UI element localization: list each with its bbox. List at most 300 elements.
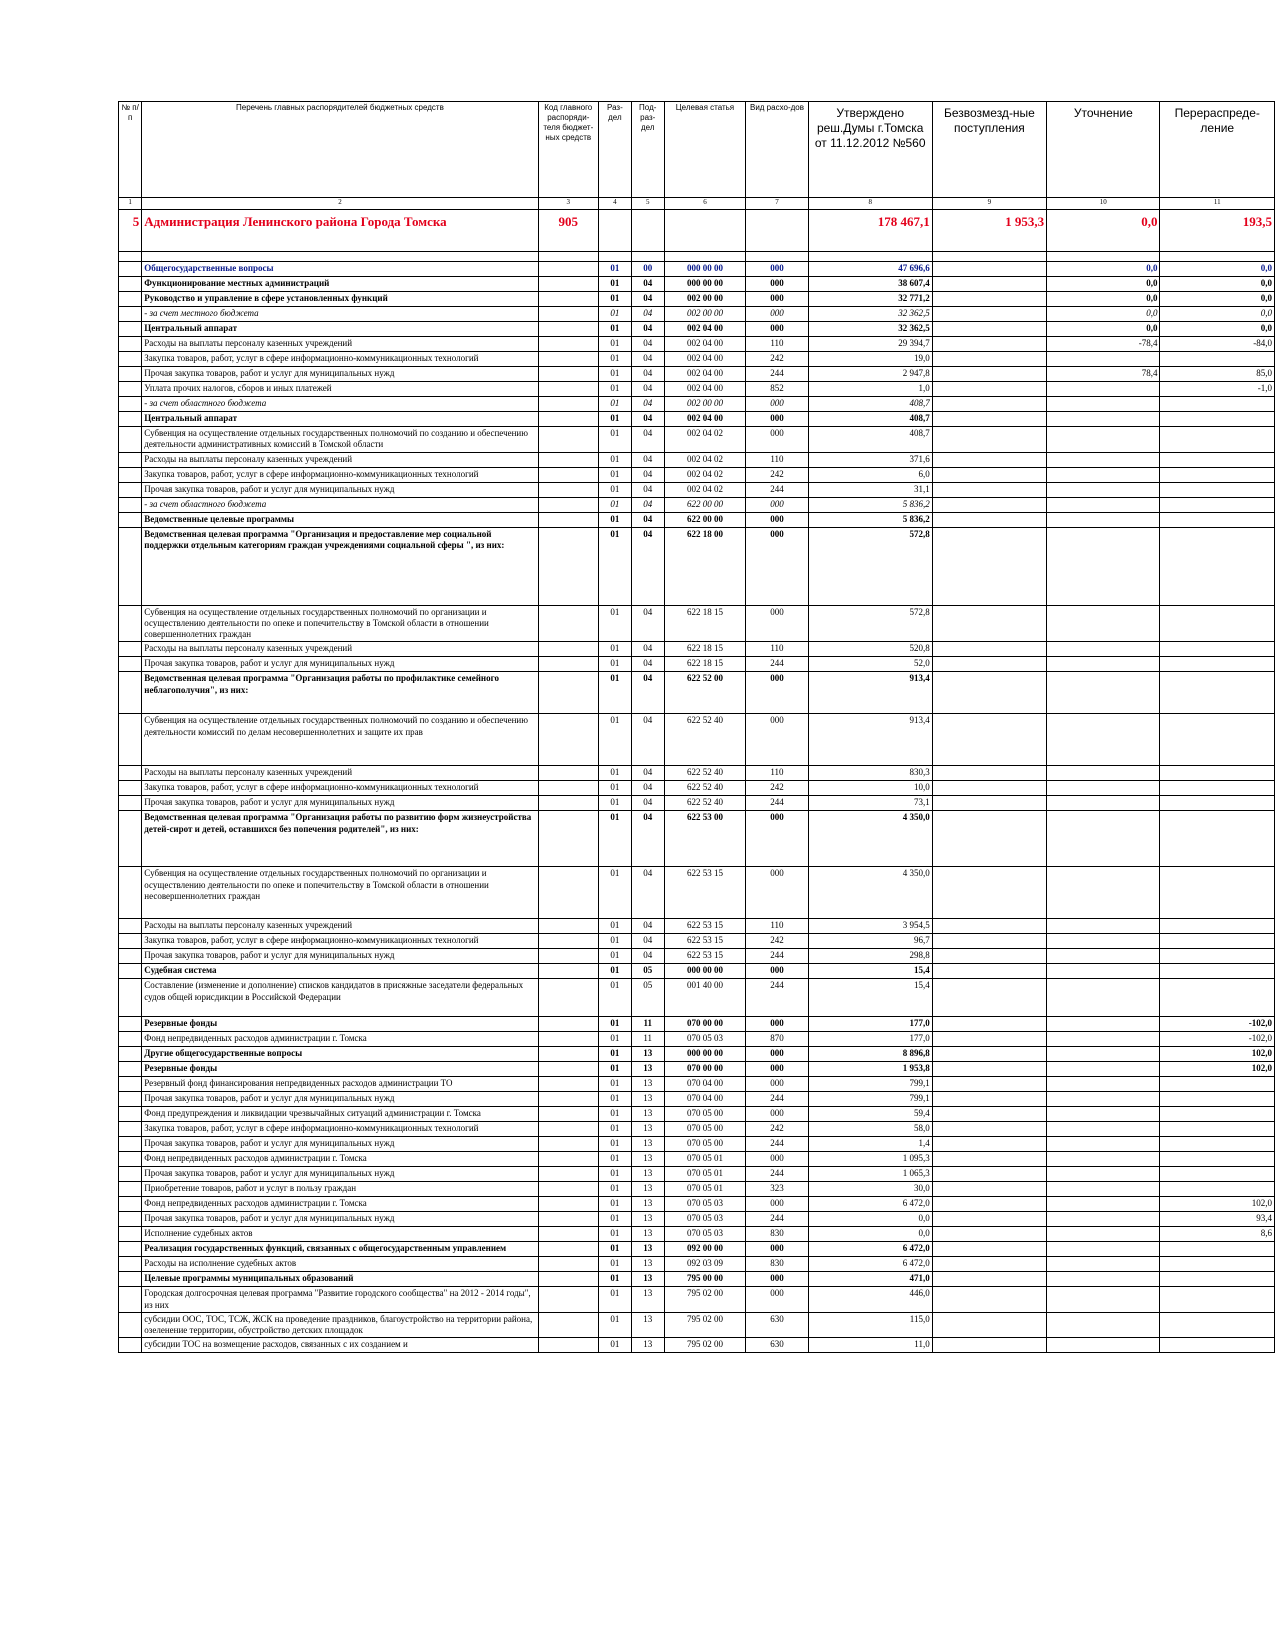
row-razdel: 01 <box>598 766 631 781</box>
table-row <box>119 1137 1275 1152</box>
row-razdel: 01 <box>598 1272 631 1287</box>
row-podrazdel: 04 <box>631 934 664 949</box>
table-row <box>119 382 1275 397</box>
colnum: 11 <box>1160 198 1275 210</box>
row-name: Расходы на выплаты персоналу казенных учреждений <box>142 766 538 781</box>
row-redist <box>1160 1107 1275 1122</box>
row-redist <box>1160 867 1275 919</box>
table-row <box>119 1107 1275 1122</box>
row-redist <box>1160 672 1275 714</box>
row-vr: 630 <box>746 1338 809 1353</box>
row-cs: 070 05 03 <box>664 1227 746 1242</box>
row-approved: 4 350,0 <box>808 867 932 919</box>
header-free: Безвозмезд-ные поступления <box>932 102 1046 198</box>
row-approved: 1 953,8 <box>808 1062 932 1077</box>
row-redist <box>1160 766 1275 781</box>
row-clar <box>1047 1312 1160 1338</box>
row-approved: 58,0 <box>808 1122 932 1137</box>
row-vr: 000 <box>746 412 809 427</box>
row-approved: 371,6 <box>808 452 932 467</box>
row-podrazdel: 04 <box>631 452 664 467</box>
row-free <box>932 467 1046 482</box>
row-clar <box>1047 766 1160 781</box>
row-vr: 000 <box>746 1272 809 1287</box>
row-vr: 110 <box>746 642 809 657</box>
row-redist <box>1160 497 1275 512</box>
table-row <box>119 919 1275 934</box>
table-row <box>119 605 1275 642</box>
row-cs: 002 04 00 <box>664 367 746 382</box>
row-clar <box>1047 1017 1160 1032</box>
row-redist <box>1160 919 1275 934</box>
row-cs: 002 04 02 <box>664 427 746 453</box>
row-name: Субвенция на осуществление отдельных государственных полномочий по созданию и обеспечению деятельности административных комиссий в Томской области <box>142 427 538 453</box>
table-row <box>119 714 1275 766</box>
table-row <box>119 322 1275 337</box>
row-clar <box>1047 512 1160 527</box>
row-approved: 2 947,8 <box>808 367 932 382</box>
row-cs: 795 02 00 <box>664 1287 746 1313</box>
row-razdel: 01 <box>598 527 631 605</box>
row-redist <box>1160 1257 1275 1272</box>
row-vr: 000 <box>746 427 809 453</box>
row-podrazdel: 11 <box>631 1017 664 1032</box>
row-redist <box>1160 642 1275 657</box>
row-cs: 000 00 00 <box>664 1047 746 1062</box>
row-approved: 1 095,3 <box>808 1152 932 1167</box>
row-redist: -102,0 <box>1160 1032 1275 1047</box>
row-redist: -102,0 <box>1160 1017 1275 1032</box>
row-approved: 0,0 <box>808 1227 932 1242</box>
row-razdel: 01 <box>598 262 631 277</box>
row-vr: 110 <box>746 919 809 934</box>
row-razdel: 01 <box>598 412 631 427</box>
row-redist <box>1160 397 1275 412</box>
row-free <box>932 1257 1046 1272</box>
row-name: Закупка товаров, работ, услуг в сфере информационно-коммуникационных технологий <box>142 467 538 482</box>
row-vr: 830 <box>746 1257 809 1272</box>
row-free <box>932 512 1046 527</box>
row-name: Прочая закупка товаров, работ и услуг для муниципальных нужд <box>142 482 538 497</box>
row-approved: 32 362,5 <box>808 307 932 322</box>
row-name: Общегосударственные вопросы <box>142 262 538 277</box>
row-approved: 408,7 <box>808 397 932 412</box>
row-razdel: 01 <box>598 867 631 919</box>
row-name: Ведомственная целевая программа "Организация и предоставление мер социальной поддержки отдельным категориям граждан учреждениями социальной сферы ", из них: <box>142 527 538 605</box>
row-cs: 622 00 00 <box>664 512 746 527</box>
admin-name: Администрация Ленинского района Города Томска <box>142 210 538 252</box>
table-row <box>119 672 1275 714</box>
table-row <box>119 512 1275 527</box>
row-approved: 408,7 <box>808 427 932 453</box>
row-name: Расходы на выплаты персоналу казенных учреждений <box>142 452 538 467</box>
row-razdel: 01 <box>598 657 631 672</box>
row-clar <box>1047 397 1160 412</box>
row-free <box>932 657 1046 672</box>
row-redist <box>1160 412 1275 427</box>
row-razdel: 01 <box>598 1182 631 1197</box>
row-clar <box>1047 781 1160 796</box>
row-name: Прочая закупка товаров, работ и услуг для муниципальных нужд <box>142 949 538 964</box>
table-row <box>119 367 1275 382</box>
row-free <box>932 482 1046 497</box>
row-name: Уплата прочих налогов, сборов и иных платежей <box>142 382 538 397</box>
row-cs: 622 18 00 <box>664 527 746 605</box>
table-row <box>119 412 1275 427</box>
header-code: Код главного распоряди-теля бюджет-ных средств <box>538 102 598 198</box>
row-vr: 000 <box>746 1242 809 1257</box>
row-clar <box>1047 605 1160 642</box>
row-clar <box>1047 1197 1160 1212</box>
colnum: 1 <box>119 198 142 210</box>
row-clar <box>1047 527 1160 605</box>
row-name: Прочая закупка товаров, работ и услуг для муниципальных нужд <box>142 657 538 672</box>
row-approved: 1,4 <box>808 1137 932 1152</box>
row-clar <box>1047 867 1160 919</box>
table-row <box>119 964 1275 979</box>
row-clar <box>1047 672 1160 714</box>
row-vr: 244 <box>746 367 809 382</box>
row-cs: 002 04 00 <box>664 412 746 427</box>
colnum: 6 <box>664 198 746 210</box>
row-vr: 244 <box>746 949 809 964</box>
row-vr: 244 <box>746 979 809 1017</box>
row-podrazdel: 04 <box>631 672 664 714</box>
row-razdel: 01 <box>598 1338 631 1353</box>
table-row <box>119 1212 1275 1227</box>
row-cs: 070 05 01 <box>664 1152 746 1167</box>
table-row <box>119 1338 1275 1353</box>
row-vr: 323 <box>746 1182 809 1197</box>
row-free <box>932 1017 1046 1032</box>
row-vr: 630 <box>746 1312 809 1338</box>
row-razdel: 01 <box>598 307 631 322</box>
table-row <box>119 1227 1275 1242</box>
row-clar <box>1047 1338 1160 1353</box>
row-approved: 115,0 <box>808 1312 932 1338</box>
row-razdel: 01 <box>598 1017 631 1032</box>
row-razdel: 01 <box>598 979 631 1017</box>
row-vr: 110 <box>746 337 809 352</box>
row-podrazdel: 04 <box>631 397 664 412</box>
row-razdel: 01 <box>598 1312 631 1338</box>
colnum: 9 <box>932 198 1046 210</box>
table-row <box>119 867 1275 919</box>
row-redist: 102,0 <box>1160 1197 1275 1212</box>
row-free <box>932 934 1046 949</box>
row-free <box>932 382 1046 397</box>
row-vr: 000 <box>746 512 809 527</box>
row-podrazdel: 04 <box>631 427 664 453</box>
row-razdel: 01 <box>598 1122 631 1137</box>
table-row <box>119 352 1275 367</box>
row-name: Фонд непредвиденных расходов администрации г. Томска <box>142 1032 538 1047</box>
row-cs: 070 05 03 <box>664 1212 746 1227</box>
row-redist: 93,4 <box>1160 1212 1275 1227</box>
row-razdel: 01 <box>598 397 631 412</box>
row-free <box>932 605 1046 642</box>
row-redist: 102,0 <box>1160 1062 1275 1077</box>
row-clar <box>1047 467 1160 482</box>
row-free <box>932 1032 1046 1047</box>
row-approved: 59,4 <box>808 1107 932 1122</box>
row-podrazdel: 04 <box>631 292 664 307</box>
row-name: Другие общегосударственные вопросы <box>142 1047 538 1062</box>
row-cs: 002 04 00 <box>664 322 746 337</box>
table-row <box>119 277 1275 292</box>
row-redist <box>1160 1287 1275 1313</box>
row-name: Субвенция на осуществление отдельных государственных полномочий по созданию и обеспечению деятельности комиссий по делам несовершеннолетних и защите их прав <box>142 714 538 766</box>
row-redist <box>1160 452 1275 467</box>
row-podrazdel: 04 <box>631 527 664 605</box>
row-redist <box>1160 796 1275 811</box>
row-podrazdel: 13 <box>631 1167 664 1182</box>
row-clar <box>1047 949 1160 964</box>
row-vr: 000 <box>746 867 809 919</box>
row-name: Прочая закупка товаров, работ и услуг для муниципальных нужд <box>142 796 538 811</box>
row-free <box>932 1182 1046 1197</box>
row-approved: 15,4 <box>808 964 932 979</box>
row-podrazdel: 13 <box>631 1107 664 1122</box>
row-name: субсидии ТОС на возмещение расходов, связанных с их созданием и <box>142 1338 538 1353</box>
header-approved: Утверждено реш.Думы г.Томска от 11.12.2012 №560 <box>808 102 932 198</box>
row-free <box>932 1338 1046 1353</box>
table-row <box>119 467 1275 482</box>
row-cs: 070 05 01 <box>664 1167 746 1182</box>
row-cs: 002 04 02 <box>664 467 746 482</box>
row-free <box>932 1227 1046 1242</box>
row-cs: 002 04 02 <box>664 482 746 497</box>
row-razdel: 01 <box>598 949 631 964</box>
row-cs: 795 02 00 <box>664 1338 746 1353</box>
row-name: Субвенция на осуществление отдельных государственных полномочий по организации и осуществлению деятельности по опеке и попечительству в Томской области в отношении несовершеннолетних граждан <box>142 867 538 919</box>
row-redist <box>1160 964 1275 979</box>
row-clar <box>1047 1062 1160 1077</box>
row-approved: 6,0 <box>808 467 932 482</box>
row-vr: 000 <box>746 1107 809 1122</box>
row-clar: 0,0 <box>1047 277 1160 292</box>
row-clar <box>1047 1212 1160 1227</box>
row-free <box>932 397 1046 412</box>
row-redist: 102,0 <box>1160 1047 1275 1062</box>
row-free <box>932 1122 1046 1137</box>
row-free <box>932 307 1046 322</box>
row-name: Центральный аппарат <box>142 322 538 337</box>
row-vr: 244 <box>746 1092 809 1107</box>
row-podrazdel: 05 <box>631 979 664 1017</box>
row-razdel: 01 <box>598 714 631 766</box>
row-clar: 0,0 <box>1047 262 1160 277</box>
row-razdel: 01 <box>598 1032 631 1047</box>
row-vr: 000 <box>746 811 809 867</box>
row-vr: 830 <box>746 1227 809 1242</box>
row-vr: 242 <box>746 467 809 482</box>
row-free <box>932 1167 1046 1182</box>
row-clar <box>1047 1272 1160 1287</box>
header-vr: Вид расхо-дов <box>746 102 809 198</box>
row-name: Составление (изменение и дополнение) списков кандидатов в присяжные заседатели федеральных судов общей юрисдикции в Российской Федерации <box>142 979 538 1017</box>
row-approved: 913,4 <box>808 714 932 766</box>
row-vr: 000 <box>746 527 809 605</box>
row-cs: 002 00 00 <box>664 307 746 322</box>
row-name: Городская долгосрочная целевая программа "Развитие городского сообщества" на 2012 - 2014 годы", из них <box>142 1287 538 1313</box>
table-row <box>119 427 1275 453</box>
row-podrazdel: 04 <box>631 657 664 672</box>
row-cs: 000 00 00 <box>664 262 746 277</box>
row-cs: 622 52 40 <box>664 714 746 766</box>
row-clar: 78,4 <box>1047 367 1160 382</box>
row-redist <box>1160 934 1275 949</box>
row-cs: 070 04 00 <box>664 1092 746 1107</box>
row-free <box>932 1152 1046 1167</box>
row-name: Фонд предупреждения и ликвидации чрезвычайных ситуаций администрации г. Томска <box>142 1107 538 1122</box>
table-row <box>119 1017 1275 1032</box>
row-razdel: 01 <box>598 1077 631 1092</box>
row-approved: 32 362,5 <box>808 322 932 337</box>
row-approved: 5 836,2 <box>808 512 932 527</box>
table-row <box>119 1062 1275 1077</box>
row-approved: 799,1 <box>808 1092 932 1107</box>
row-cs: 622 00 00 <box>664 497 746 512</box>
row-vr: 000 <box>746 672 809 714</box>
row-clar <box>1047 1047 1160 1062</box>
row-cs: 000 00 00 <box>664 964 746 979</box>
row-clar <box>1047 352 1160 367</box>
table-row <box>119 1047 1275 1062</box>
table-row <box>119 781 1275 796</box>
row-cs: 070 05 03 <box>664 1197 746 1212</box>
admin-row <box>119 210 1275 252</box>
row-podrazdel: 05 <box>631 964 664 979</box>
row-name: Закупка товаров, работ, услуг в сфере информационно-коммуникационных технологий <box>142 1122 538 1137</box>
row-cs: 070 05 00 <box>664 1122 746 1137</box>
row-podrazdel: 04 <box>631 949 664 964</box>
row-cs: 622 53 15 <box>664 867 746 919</box>
header-cs: Целевая статья <box>664 102 746 198</box>
table-row <box>119 1122 1275 1137</box>
row-name: Прочая закупка товаров, работ и услуг для муниципальных нужд <box>142 1092 538 1107</box>
row-podrazdel: 04 <box>631 605 664 642</box>
row-cs: 622 52 40 <box>664 781 746 796</box>
row-name: Судебная система <box>142 964 538 979</box>
row-cs: 092 03 09 <box>664 1257 746 1272</box>
row-cs: 002 04 00 <box>664 337 746 352</box>
row-redist: -1,0 <box>1160 382 1275 397</box>
row-clar <box>1047 1032 1160 1047</box>
row-razdel: 01 <box>598 672 631 714</box>
row-free <box>932 1197 1046 1212</box>
row-name: Закупка товаров, работ, услуг в сфере информационно-коммуникационных технологий <box>142 352 538 367</box>
row-free <box>932 277 1046 292</box>
row-cs: 001 40 00 <box>664 979 746 1017</box>
row-redist <box>1160 352 1275 367</box>
row-vr: 000 <box>746 964 809 979</box>
row-razdel: 01 <box>598 1227 631 1242</box>
row-approved: 5 836,2 <box>808 497 932 512</box>
row-podrazdel: 13 <box>631 1122 664 1137</box>
row-vr: 244 <box>746 1137 809 1152</box>
row-redist <box>1160 1077 1275 1092</box>
row-free <box>932 1062 1046 1077</box>
row-podrazdel: 13 <box>631 1092 664 1107</box>
row-cs: 070 04 00 <box>664 1077 746 1092</box>
row-approved: 38 607,4 <box>808 277 932 292</box>
table-row <box>119 1287 1275 1313</box>
row-vr: 000 <box>746 307 809 322</box>
row-clar <box>1047 1107 1160 1122</box>
row-name: Прочая закупка товаров, работ и услуг для муниципальных нужд <box>142 367 538 382</box>
table-row <box>119 1032 1275 1047</box>
row-vr: 000 <box>746 605 809 642</box>
row-clar <box>1047 1287 1160 1313</box>
row-free <box>932 796 1046 811</box>
row-razdel: 01 <box>598 322 631 337</box>
header-name: Перечень главных распорядителей бюджетных средств <box>142 102 538 198</box>
table-row <box>119 1257 1275 1272</box>
admin-free: 1 953,3 <box>932 210 1046 252</box>
row-razdel: 01 <box>598 1257 631 1272</box>
row-vr: 000 <box>746 1287 809 1313</box>
row-cs: 070 00 00 <box>664 1017 746 1032</box>
row-razdel: 01 <box>598 1137 631 1152</box>
row-razdel: 01 <box>598 337 631 352</box>
row-vr: 244 <box>746 1167 809 1182</box>
row-podrazdel: 04 <box>631 796 664 811</box>
row-vr: 000 <box>746 322 809 337</box>
row-podrazdel: 04 <box>631 382 664 397</box>
row-podrazdel: 13 <box>631 1272 664 1287</box>
row-podrazdel: 04 <box>631 781 664 796</box>
row-free <box>932 672 1046 714</box>
row-podrazdel: 04 <box>631 367 664 382</box>
row-razdel: 01 <box>598 934 631 949</box>
row-approved: 52,0 <box>808 657 932 672</box>
row-podrazdel: 04 <box>631 497 664 512</box>
row-name: Субвенция на осуществление отдельных государственных полномочий по организации и осуществлению деятельности по опеке и попечительству в Томской области в отношении совершеннолетних граждан <box>142 605 538 642</box>
row-approved: 15,4 <box>808 979 932 1017</box>
row-name: Исполнение судебных актов <box>142 1227 538 1242</box>
row-podrazdel: 13 <box>631 1338 664 1353</box>
row-redist <box>1160 1167 1275 1182</box>
row-redist: -84,0 <box>1160 337 1275 352</box>
row-redist <box>1160 605 1275 642</box>
row-vr: 000 <box>746 262 809 277</box>
row-free <box>932 781 1046 796</box>
row-redist <box>1160 512 1275 527</box>
row-redist <box>1160 1272 1275 1287</box>
row-podrazdel: 04 <box>631 867 664 919</box>
header-razdel: Раз-дел <box>598 102 631 198</box>
row-vr: 110 <box>746 452 809 467</box>
row-free <box>932 811 1046 867</box>
row-name: Ведомственная целевая программа "Организация работы по профилактике семейного неблагополучия", из них: <box>142 672 538 714</box>
row-podrazdel: 04 <box>631 352 664 367</box>
row-podrazdel: 13 <box>631 1257 664 1272</box>
table-row <box>119 1167 1275 1182</box>
row-razdel: 01 <box>598 497 631 512</box>
row-free <box>932 1077 1046 1092</box>
header-clar: Уточнение <box>1047 102 1160 198</box>
row-redist <box>1160 1152 1275 1167</box>
row-podrazdel: 04 <box>631 642 664 657</box>
row-razdel: 01 <box>598 1152 631 1167</box>
row-razdel: 01 <box>598 1047 631 1062</box>
row-name: - за счет местного бюджета <box>142 307 538 322</box>
row-razdel: 01 <box>598 1107 631 1122</box>
row-podrazdel: 13 <box>631 1077 664 1092</box>
colnum: 8 <box>808 198 932 210</box>
table-row <box>119 934 1275 949</box>
